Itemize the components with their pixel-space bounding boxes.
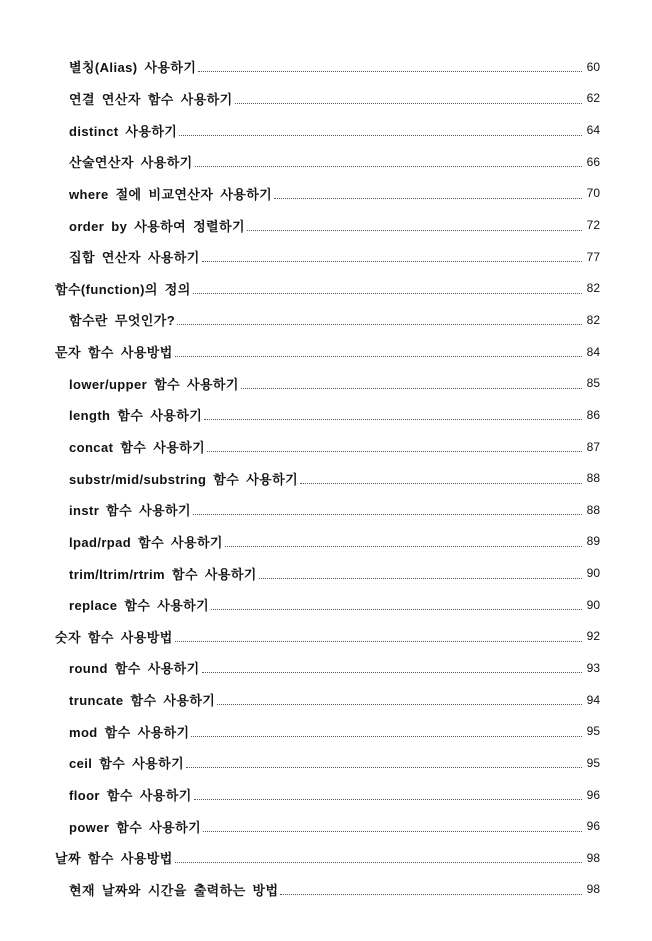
dot-leader (179, 135, 582, 136)
dot-leader (211, 609, 582, 610)
dot-leader (175, 862, 582, 863)
toc-page-number: 96 (586, 819, 600, 834)
toc-section-entry[interactable] (0, 336, 652, 368)
dot-leader (235, 103, 582, 104)
toc-page-number: 89 (586, 534, 600, 549)
toc-page-number: 85 (586, 376, 600, 391)
toc-page-number: 70 (586, 186, 600, 201)
toc-page-number: 60 (586, 59, 600, 74)
toc-entry-title: concat 함수 사용하기 (69, 440, 206, 455)
dot-leader (186, 767, 582, 768)
toc-page-number: 77 (586, 249, 600, 264)
toc-entry-title: 산술연산자 사용하기 (69, 155, 193, 171)
toc-entry-title: 함수(function)의 정의 (55, 281, 191, 297)
toc-subsection-entry[interactable] (0, 431, 652, 463)
toc-subsection-entry[interactable] (0, 494, 652, 526)
toc-subsection-entry[interactable] (0, 810, 652, 842)
toc-subsection-entry[interactable] (0, 114, 652, 146)
toc-entry-title: power 함수 사용하기 (69, 819, 202, 835)
dot-leader (241, 388, 582, 389)
toc-entry-title: length 함수 사용하기 (69, 408, 203, 424)
dot-leader (175, 356, 582, 357)
toc-page-number: 66 (586, 154, 600, 169)
toc-page-number: 96 (586, 787, 600, 802)
toc-entry-title: 문자 함수 사용방법 (55, 345, 173, 361)
toc-page-number: 94 (586, 692, 600, 707)
toc-entry-title: 숫자 함수 사용방법 (55, 629, 173, 645)
toc-subsection-entry[interactable] (0, 178, 652, 210)
toc-subsection-entry[interactable] (0, 399, 652, 431)
toc-subsection-entry[interactable] (0, 779, 652, 811)
dot-leader (193, 514, 582, 515)
toc-subsection-entry[interactable] (0, 874, 652, 906)
toc-entry-title: lpad/rpad 함수 사용하기 (69, 534, 223, 550)
toc-subsection-entry[interactable] (0, 557, 652, 589)
dot-leader (195, 166, 582, 167)
toc-page-number: 92 (586, 629, 600, 644)
toc-subsection-entry[interactable] (0, 51, 652, 83)
toc-page-number: 88 (586, 471, 600, 486)
toc-section-entry[interactable] (0, 272, 652, 304)
toc-page-number: 90 (586, 566, 600, 581)
dot-leader (177, 324, 582, 325)
toc-entry-title: 함수란 무엇인가? (69, 313, 176, 329)
toc-entry-title: lower/upper 함수 사용하기 (69, 376, 239, 392)
toc-page-number: 95 (586, 724, 600, 739)
toc-section-entry[interactable] (0, 842, 652, 874)
toc-entry-title: 현재 날짜와 시간을 출력하는 방법 (69, 882, 279, 898)
table-of-contents (0, 51, 652, 905)
toc-entry-title: trim/ltrim/rtrim 함수 사용하기 (69, 566, 257, 582)
dot-leader (274, 198, 582, 199)
toc-page-number: 84 (586, 344, 600, 359)
dot-leader (191, 736, 582, 737)
toc-subsection-entry[interactable] (0, 526, 652, 558)
toc-entry-title: ceil 함수 사용하기 (69, 756, 185, 772)
toc-page-number: 87 (586, 439, 600, 454)
toc-page-number: 72 (586, 218, 600, 233)
toc-entry-title: round 함수 사용하기 (69, 661, 200, 677)
dot-leader (203, 831, 582, 832)
dot-leader (259, 578, 582, 579)
dot-leader (194, 799, 582, 800)
toc-subsection-entry[interactable] (0, 83, 652, 115)
toc-section-entry[interactable] (0, 621, 652, 653)
toc-entry-title: floor 함수 사용하기 (69, 788, 192, 804)
toc-subsection-entry[interactable] (0, 241, 652, 273)
dot-leader (204, 419, 582, 420)
dot-leader (280, 894, 582, 895)
toc-entry-title: mod 함수 사용하기 (69, 724, 190, 740)
toc-subsection-entry[interactable] (0, 684, 652, 716)
toc-page-number: 88 (586, 502, 600, 517)
dot-leader (202, 261, 582, 262)
toc-page-number: 62 (586, 91, 600, 106)
toc-entry-title: 날짜 함수 사용방법 (55, 851, 173, 867)
toc-subsection-entry[interactable] (0, 747, 652, 779)
toc-entry-title: where 절에 비교연산자 사용하기 (69, 186, 273, 202)
toc-subsection-entry[interactable] (0, 715, 652, 747)
toc-entry-title: replace 함수 사용하기 (69, 598, 210, 614)
toc-subsection-entry[interactable] (0, 367, 652, 399)
toc-entry-title: 집합 연산자 사용하기 (69, 250, 200, 266)
toc-subsection-entry[interactable] (0, 209, 652, 241)
toc-page-number: 82 (586, 312, 600, 327)
toc-entry-title: instr 함수 사용하기 (69, 503, 191, 519)
dot-leader (202, 672, 582, 673)
toc-page-number: 64 (586, 123, 600, 138)
dot-leader (193, 293, 582, 294)
toc-page-number: 98 (586, 850, 600, 865)
toc-page-number: 90 (586, 597, 600, 612)
dot-leader (225, 546, 582, 547)
toc-entry-title: distinct 사용하기 (69, 123, 178, 139)
toc-entry-title: substr/mid/substring 함수 사용하기 (69, 471, 299, 487)
toc-entry-title: order by 사용하여 정렬하기 (69, 218, 245, 234)
toc-entry-title: 별칭(Alias) 사용하기 (69, 60, 197, 76)
toc-subsection-entry[interactable] (0, 589, 652, 621)
dot-leader (175, 641, 582, 642)
toc-entry-title: truncate 함수 사용하기 (69, 693, 216, 709)
toc-page-number: 82 (586, 281, 600, 296)
dot-leader (300, 483, 582, 484)
toc-page-number: 86 (586, 407, 600, 422)
toc-subsection-entry[interactable] (0, 304, 652, 336)
toc-entry-title: 연결 연산자 함수 사용하기 (69, 91, 233, 107)
dot-leader (207, 451, 582, 452)
toc-page-number: 95 (586, 755, 600, 770)
toc-subsection-entry[interactable] (0, 462, 652, 494)
toc-page-number: 93 (586, 660, 600, 675)
toc-page-number: 98 (586, 882, 600, 897)
dot-leader (217, 704, 582, 705)
toc-subsection-entry[interactable] (0, 652, 652, 684)
dot-leader (247, 230, 582, 231)
dot-leader (198, 71, 582, 72)
toc-subsection-entry[interactable] (0, 146, 652, 178)
